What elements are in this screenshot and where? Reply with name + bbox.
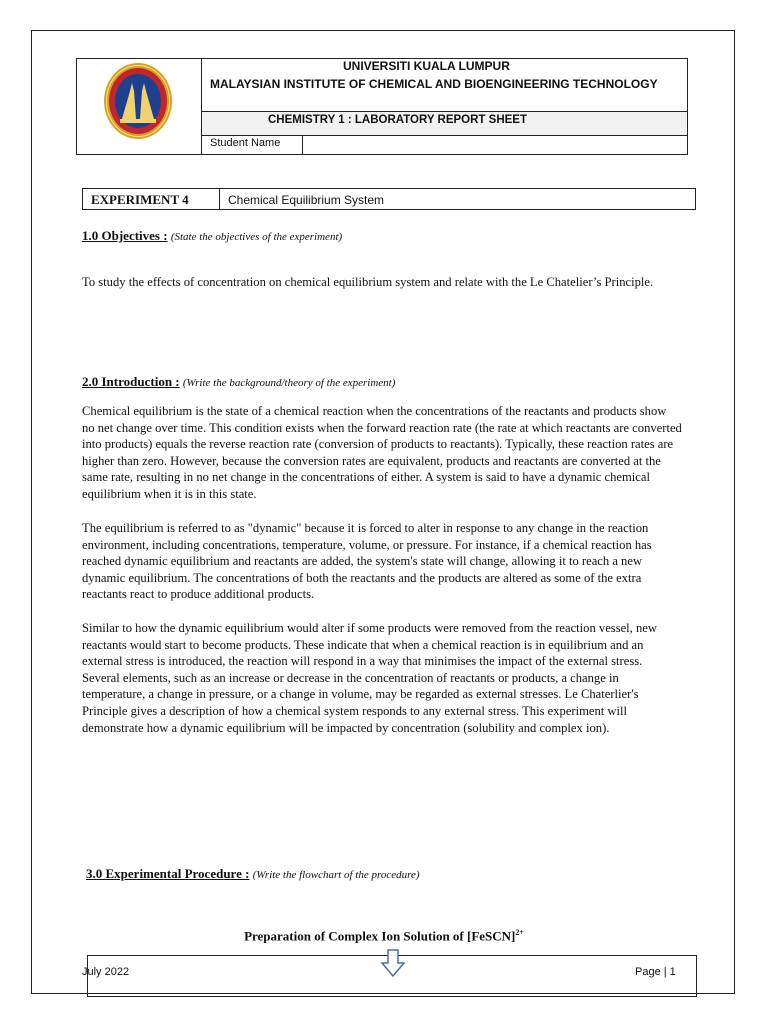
flowchart-title-charge: 2+ (515, 928, 524, 937)
introduction-paragraph-2: The equilibrium is referred to as "dynamic" because it is forced to alter in response to any change in the reaction environment, including concentrations, temperature, volume, or pressure. For instance, if a chemical reaction has reached dynamic equilibrium and reactants are added, the system's state will change, allowing it to reach a new dynamic equilibrium. The concentrations of both the reactants and the products are altered as some of the extra reactants react to produce additional products. (82, 521, 652, 602)
experiment-box (82, 188, 696, 210)
flowchart-title-text: Preparation of Complex Ion Solution of [FeSCN] (244, 928, 516, 944)
logo-cell (77, 59, 202, 154)
procedure-heading-text: 3.0 Experimental Procedure : (86, 866, 250, 881)
sheet-title-row (202, 111, 687, 136)
institute-name: MALAYSIAN INSTITUTE OF CHEMICAL AND BIOENGINEERING TECHNOLOGY (210, 77, 658, 91)
university-name: UNIVERSITI KUALA LUMPUR (343, 59, 510, 73)
university-logo-icon (102, 61, 174, 141)
experiment-label: EXPERIMENT 4 (91, 192, 189, 207)
objectives-heading-text: 1.0 Objectives : (82, 228, 168, 243)
objectives-text: To study the effects of concentration on chemical equilibrium system and relate with the Le Chatelier’s Principle. (82, 275, 654, 289)
student-name-label: Student Name (210, 137, 281, 149)
student-name-divider (302, 136, 303, 154)
objectives-heading (82, 228, 342, 244)
page-border (31, 30, 735, 994)
student-name-row (202, 136, 687, 154)
procedure-heading (86, 866, 420, 882)
introduction-heading (82, 374, 395, 390)
introduction-paragraph-3: Similar to how the dynamic equilibrium would alter if some products were removed from the reaction vessel, new reactants would start to become products. These indicate that when a chemical reaction is in equilibrium and an external stress is introduced, the reaction will respond in a way that minimises the impact of the external stress. Several elements, such as an increase or decrease in the concentration of reactants or products, a change in temperature, a change in pressure, or a change in volume, may be regarded as external stresses. Le Chaterlier's Principle gives a description of how a chemical system responds to any external stress. This experiment will demonstrate how a dynamic equilibrium will be impacted by concentration (solubility and complex ion). (82, 621, 657, 735)
objectives-note: (State the objectives of the experiment) (170, 231, 343, 243)
introduction-paragraph-1: Chemical equilibrium is the state of a chemical reaction when the concentrations of the reactants and products show no net change over time. This condition exists when the forward reaction rate (the rate at which reactants are converted into products) equals the reverse reaction rate (conversion of products to reactants). Typically, these reaction rates are higher than zero. However, because the conversion rates are equivalent, products and reactants are converted at the same rate, resulting in no net change in the concentrations of either. A system is said to have a dynamic chemical equilibrium when it is in this state. (82, 404, 682, 501)
procedure-note: (Write the flowchart of the procedure) (252, 869, 420, 881)
introduction-note: (Write the background/theory of the experiment) (182, 377, 396, 389)
introduction-heading-text: 2.0 Introduction : (82, 374, 180, 389)
footer-page-number: Page | 1 (635, 966, 676, 978)
sheet-title: CHEMISTRY 1 : LABORATORY REPORT SHEET (268, 114, 527, 126)
header-table (76, 58, 688, 155)
experiment-divider (219, 189, 220, 209)
down-arrow-icon (381, 949, 405, 977)
footer-date: July 2022 (82, 966, 130, 978)
flowchart-title (0, 928, 768, 944)
experiment-title: Chemical Equilibrium System (228, 193, 385, 207)
